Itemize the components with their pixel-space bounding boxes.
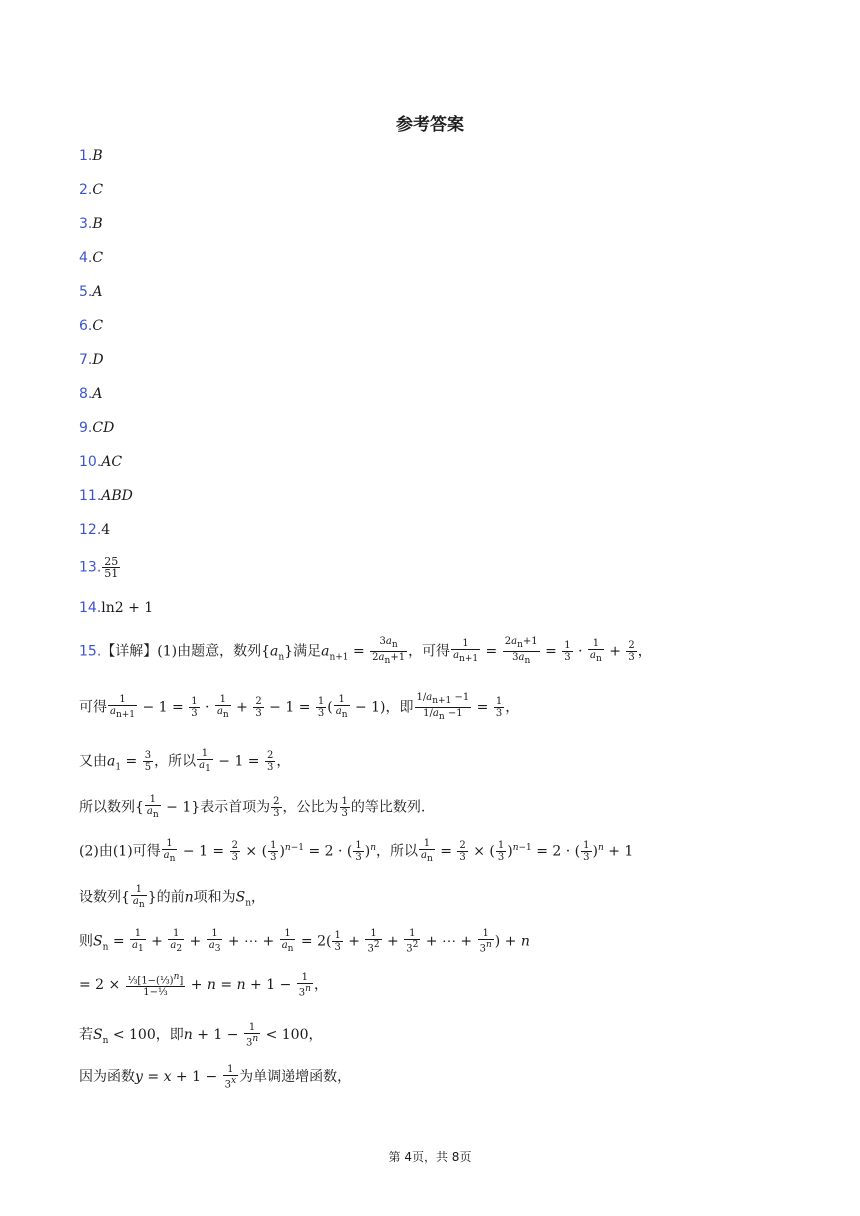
solution-line-5: (2)由(1)可得 $\frac{1}{a_n}$ − 1 = $\frac{2}{3}$ × ( $\frac{1}{3}$ )$^{n-1}$ = 2 · ( $\frac{1}{3}$ )$^n$，所以 $\frac{1}{a_n}$ = $\frac{2}{3}$ × ( $\frac{1}{3}$ )$^{n-1}$ = 2 · ( $\frac{1}{3}$ )$^n$ + 1 <box>79 838 634 865</box>
question-number: 13. <box>79 559 102 576</box>
solution-line-2: 可得 $\frac{1}{a_{n+1}}$ − 1 = $\frac{1}{3}$ · $\frac{1}{a_n}$ + $\frac{2}{3}$ − 1 = $\frac{1}{3}$ ( $\frac{1}{a_n}$ − 1)，即 $\frac{1/a_{n+1} -1}{1/a_n -1}$ = $\frac{1}{3}$ ， <box>79 692 520 722</box>
answer-item <box>79 598 153 618</box>
question-number: 6. <box>79 318 93 334</box>
answer-item <box>79 384 102 404</box>
answer-item <box>79 214 103 234</box>
answer-item <box>79 556 121 579</box>
answer-value: 4 <box>101 522 111 538</box>
answer-item <box>79 282 102 302</box>
answer-item <box>79 486 133 506</box>
answer-item <box>79 180 103 200</box>
answer-value: A <box>92 386 103 402</box>
question-number: 3. <box>79 216 93 232</box>
solution-line-9: 若$S_n < 100$，即n + 1 − $\frac{1}{3^n}$ < 100， <box>79 1022 323 1049</box>
answer-value: B <box>92 216 103 232</box>
question-number: 7. <box>79 352 93 368</box>
answer-item <box>79 248 103 268</box>
answer-item <box>79 520 110 540</box>
solution-line-6: 设数列{ $\frac{1}{a_n}$ }的前n项和为$S_n$， <box>79 884 266 910</box>
question-number: 1. <box>79 148 93 164</box>
solution-line-3: 又由$a_1$ = $\frac{3}{5}$ ，所以 $\frac{1}{a_1}$ − 1 = $\frac{2}{3}$ ， <box>79 748 291 774</box>
answer-item <box>79 452 122 472</box>
answer-value: C <box>92 318 104 334</box>
question-number: 8. <box>79 386 93 402</box>
answer-value: ABD <box>101 488 133 504</box>
answer-value: A <box>92 284 103 300</box>
answer-value: CD <box>92 420 115 436</box>
question-number: 11. <box>79 488 102 504</box>
answer-item <box>79 350 104 370</box>
question-number: 14. <box>79 600 102 616</box>
answer-value: $\frac{25}{51}$ <box>104 555 119 580</box>
question-number: 5. <box>79 284 93 300</box>
solution-line-1: 15.【详解】(1)由题意，数列$\{a_n\}$满足$a_{n+1}$ = $\frac{3a_n}{2a_n+1}$ ，可得 $\frac{1}{a_{n+1}}$ = $\frac{2a_n+1}{3a_n}$ = $\frac{1}{3}$ · $\frac{1}{a_n}$ + $\frac{2}{3}$ ， <box>79 636 652 666</box>
question-number: 10. <box>79 454 102 470</box>
question-number: 4. <box>79 250 93 266</box>
question-number: 9. <box>79 420 93 436</box>
page-title: 参考答案 <box>396 115 464 135</box>
answer-item <box>79 146 103 166</box>
answer-item <box>79 316 103 336</box>
page-footer: 第 4页，共 8页 <box>388 1150 472 1164</box>
solution-tag: 【详解】 <box>101 643 158 660</box>
solution-line-7: 则$S_n$ = $\frac{1}{a_1}$ + $\frac{1}{a_2}$ + $\frac{1}{a_3}$ + ⋯ + $\frac{1}{a_n}$ = 2( $\frac{1}{3}$ + $\frac{1}{3^2}$ + $\frac{1}{3^2}$ + ⋯ + $\frac{1}{3^n}$ ) + n <box>79 928 530 955</box>
answer-value: C <box>92 182 104 198</box>
answer-value: B <box>92 148 103 164</box>
solution-line-8: = 2 × $\frac{\frac{1}{3}[1-(\frac{1}{3})^n]}{\text{1−⅓}}$ + n = n + 1 − $\frac{1}{3^n}$ ， <box>79 972 328 999</box>
solution-line-10: 因为函数y = x + 1 − $\frac{1}{3^x}$ 为单调递增函数， <box>79 1064 352 1091</box>
answer-value: D <box>92 352 104 368</box>
solution-line-4: 所以数列{ $\frac{1}{a_n}$ − 1}表示首项为 $\frac{2}{3}$ ，公比为 $\frac{1}{3}$ 的等比数列. <box>79 794 426 820</box>
answer-value: C <box>92 250 104 266</box>
answer-value: AC <box>101 454 123 470</box>
question-number: 15. <box>79 643 102 660</box>
question-number: 2. <box>79 182 93 198</box>
answer-item <box>79 418 114 438</box>
question-number: 12. <box>79 522 102 538</box>
answer-value: ln2 + 1 <box>101 600 154 616</box>
